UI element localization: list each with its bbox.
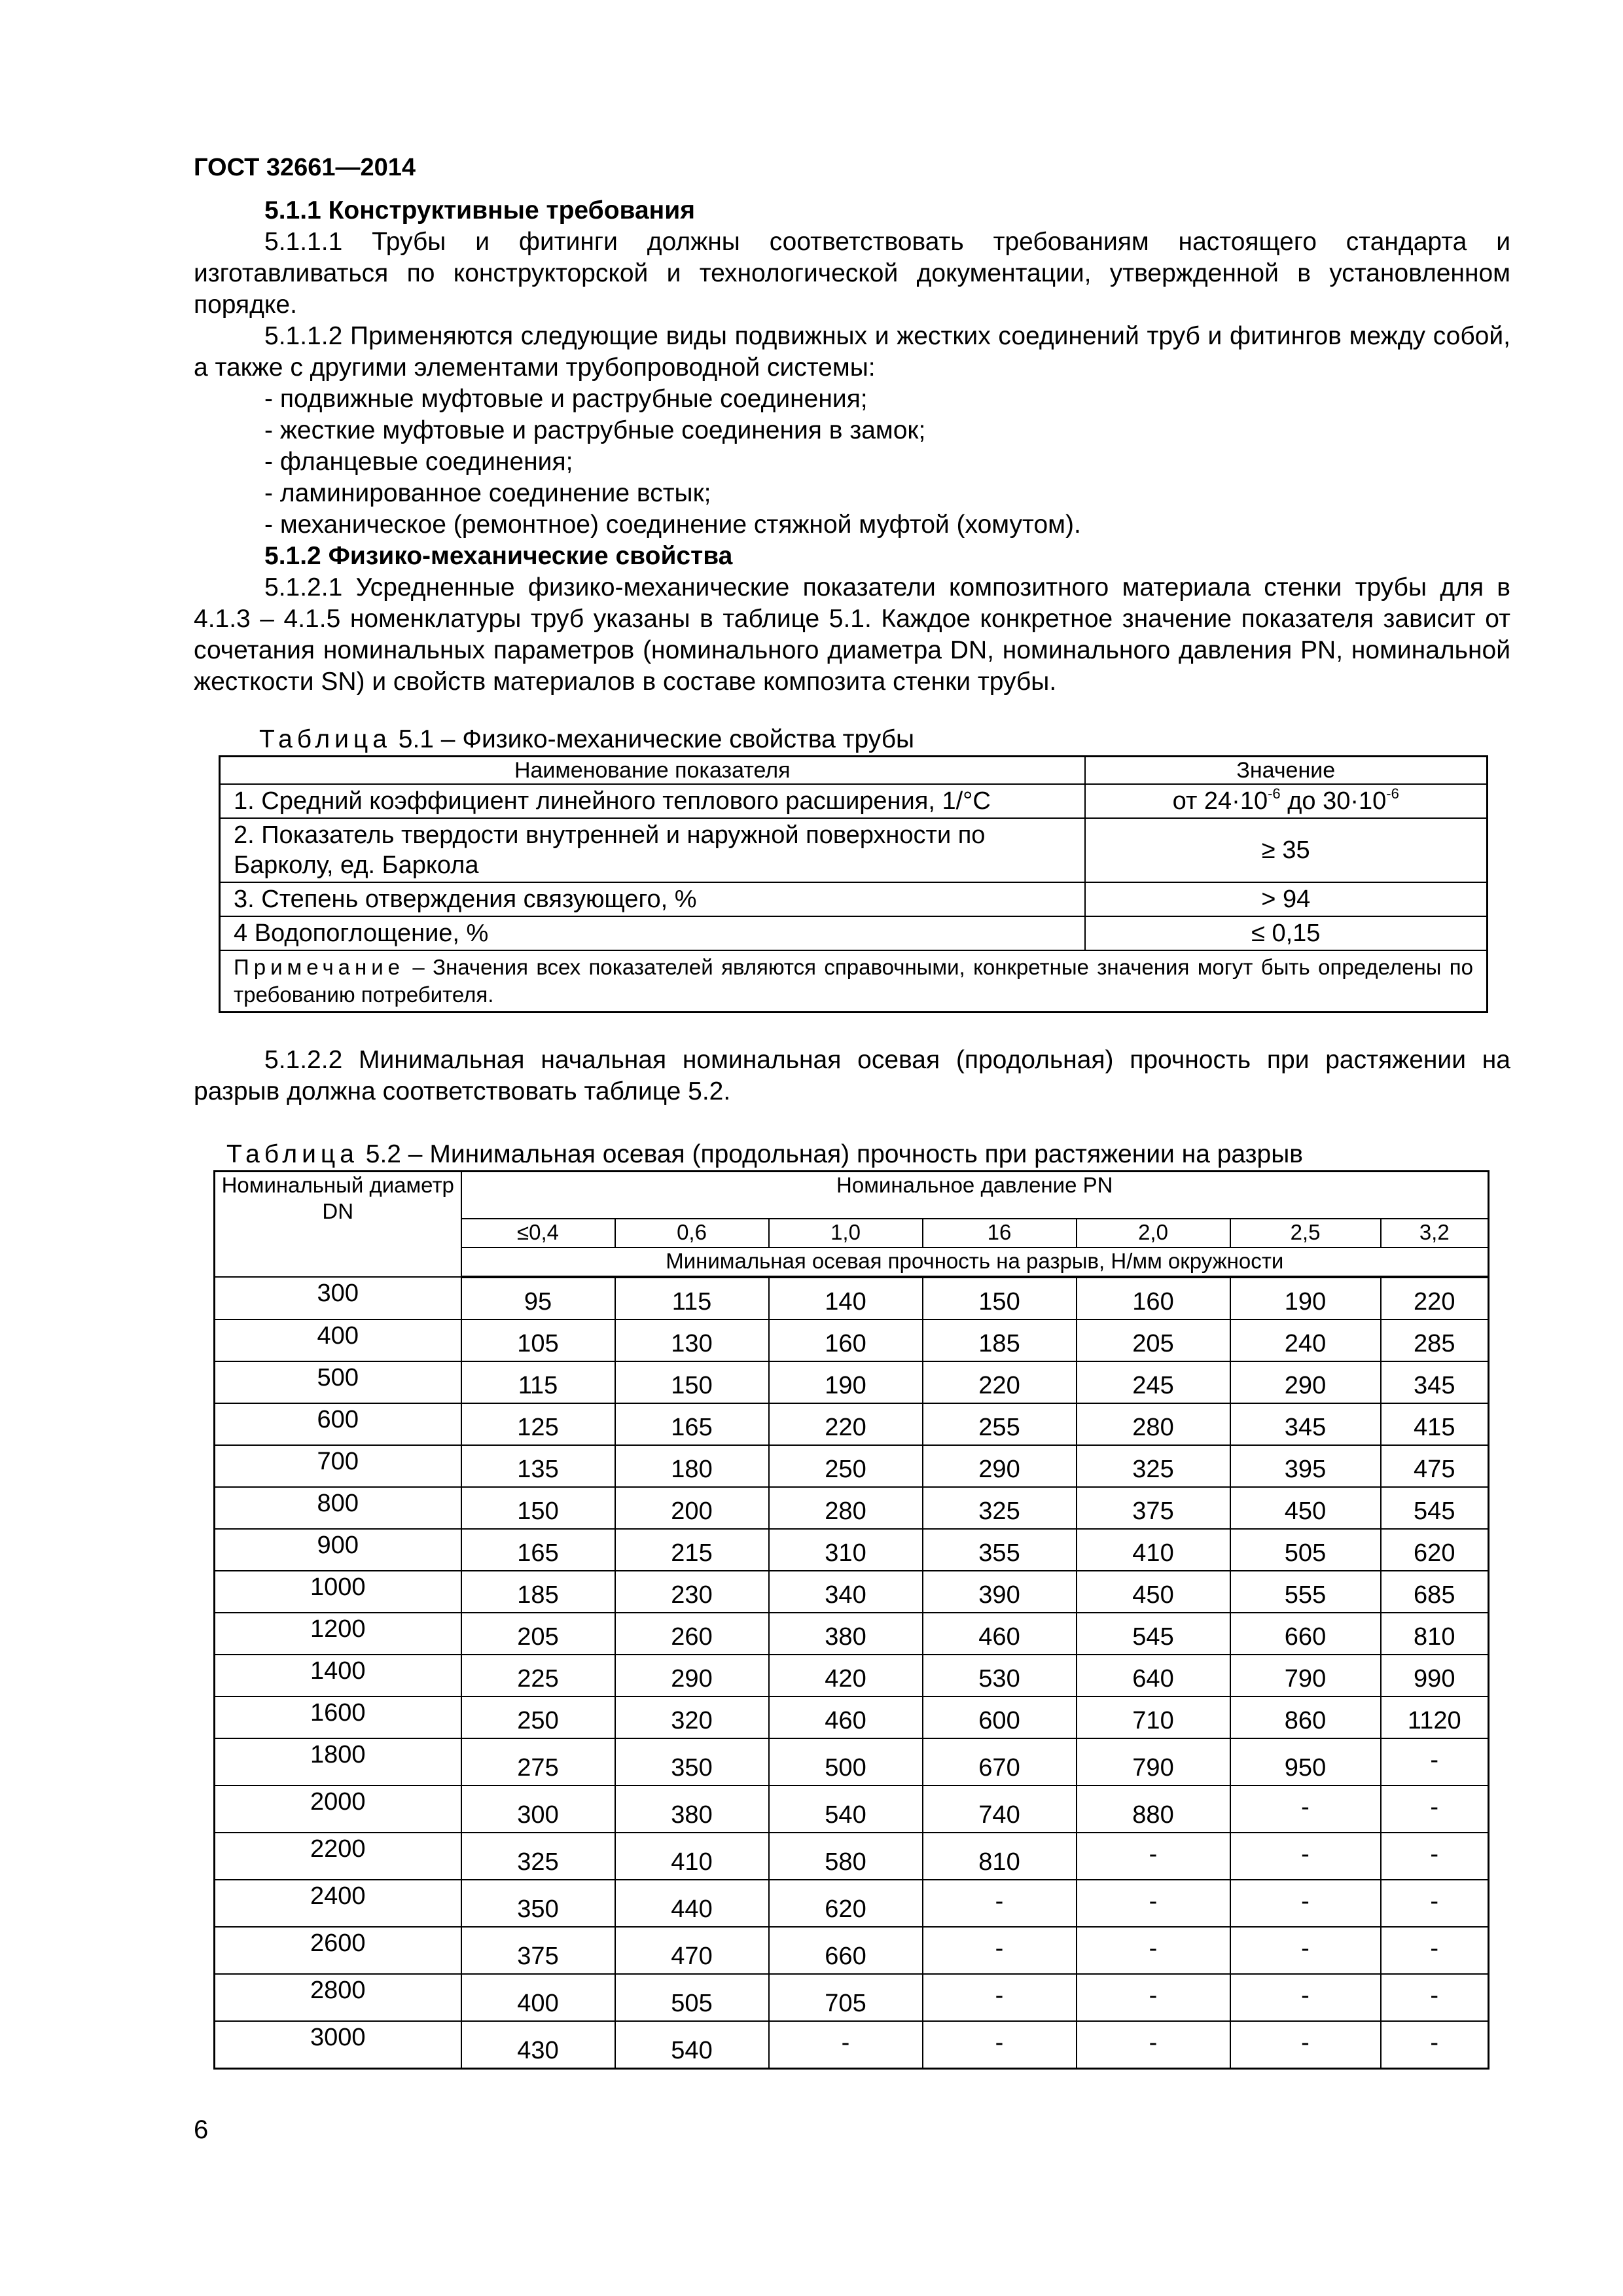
strength-value: 220 xyxy=(923,1361,1077,1403)
note-word: Примечание xyxy=(234,955,405,979)
table-note-row xyxy=(220,950,1488,1013)
table-row xyxy=(215,1785,1489,1833)
strength-value: 140 xyxy=(769,1277,923,1319)
strength-value: 205 xyxy=(1077,1319,1230,1361)
dn-value: 1800 xyxy=(215,1738,461,1785)
strength-value: 505 xyxy=(615,1974,769,2021)
indicator-value: ≤ 0,15 xyxy=(1085,916,1488,950)
dn-value: 2600 xyxy=(215,1927,461,1974)
strength-value: 810 xyxy=(1381,1613,1489,1655)
strength-value: - xyxy=(1230,1833,1381,1880)
strength-value: 115 xyxy=(461,1361,615,1403)
paragraph-5-1-1-2: 5.1.1.2 Применяются следующие виды подвижных и жестких соединений труб и фитингов между собой, а также с другими элементами трубопроводной системы: xyxy=(194,322,1510,382)
dn-value: 900 xyxy=(215,1529,461,1571)
strength-value: - xyxy=(1077,1833,1230,1880)
strength-value: 350 xyxy=(461,1880,615,1927)
table-row xyxy=(215,1738,1489,1785)
strength-value: 320 xyxy=(615,1696,769,1738)
strength-value: 350 xyxy=(615,1738,769,1785)
table-row xyxy=(215,1833,1489,1880)
table-1-caption-word: Таблица xyxy=(259,725,391,753)
strength-value: 410 xyxy=(615,1833,769,1880)
strength-value: 790 xyxy=(1230,1655,1381,1696)
pn-value: 3,2 xyxy=(1381,1219,1489,1247)
strength-value: - xyxy=(1077,1927,1230,1974)
strength-value: 540 xyxy=(615,2021,769,2069)
table-row xyxy=(215,1696,1489,1738)
table-row xyxy=(215,2021,1489,2069)
strength-value: 440 xyxy=(615,1880,769,1927)
strength-value: 150 xyxy=(923,1277,1077,1319)
table-1-caption-text: 5.1 – Физико-механические свойства трубы xyxy=(391,725,915,753)
strength-value: 230 xyxy=(615,1571,769,1613)
strength-value: 115 xyxy=(615,1277,769,1319)
strength-value: 705 xyxy=(769,1974,923,2021)
indicator-value xyxy=(1085,784,1488,818)
strength-value: 620 xyxy=(1381,1529,1489,1571)
strength-value: - xyxy=(1381,1833,1489,1880)
strength-value: - xyxy=(923,2021,1077,2069)
dn-value: 1400 xyxy=(215,1655,461,1696)
table-row xyxy=(215,1529,1489,1571)
indicator-name: 4 Водопоглощение, % xyxy=(220,916,1085,950)
strength-value: 290 xyxy=(615,1655,769,1696)
strength-value: 410 xyxy=(1077,1529,1230,1571)
dn-value: 600 xyxy=(215,1403,461,1445)
indicator-name: 3. Степень отверждения связующего, % xyxy=(220,882,1085,916)
strength-value: 215 xyxy=(615,1529,769,1571)
list-item: - ламинированное соединение встык; xyxy=(264,479,711,507)
strength-value: - xyxy=(1381,2021,1489,2069)
table-row xyxy=(215,1445,1489,1487)
strength-value: 375 xyxy=(461,1927,615,1974)
strength-value: 220 xyxy=(769,1403,923,1445)
strength-value: 275 xyxy=(461,1738,615,1785)
strength-value: 790 xyxy=(1077,1738,1230,1785)
strength-value: 810 xyxy=(923,1833,1077,1880)
table-row xyxy=(215,1613,1489,1655)
table-2-caption-text: 5.2 – Минимальная осевая (продольная) прочность при растяжении на разрыв xyxy=(358,1140,1303,1168)
table-row xyxy=(215,1571,1489,1613)
strength-value: 450 xyxy=(1077,1571,1230,1613)
indicator-name: 2. Показатель твердости внутренней и наружной поверхности по Барколу, ед. Баркола xyxy=(220,818,1085,882)
strength-value: 375 xyxy=(1077,1487,1230,1529)
dn-value: 2800 xyxy=(215,1974,461,2021)
strength-value: - xyxy=(1230,2021,1381,2069)
table-2-caption xyxy=(194,1139,1510,1170)
strength-value: 165 xyxy=(461,1529,615,1571)
strength-value: 250 xyxy=(461,1696,615,1738)
strength-value: 1120 xyxy=(1381,1696,1489,1738)
dn-value: 2400 xyxy=(215,1880,461,1927)
list-item: - подвижные муфтовые и раструбные соединения; xyxy=(264,385,868,413)
strength-value: 505 xyxy=(1230,1529,1381,1571)
paragraph-5-1-2-1: 5.1.2.1 Усредненные физико-механические показатели композитного материала стенки трубы для в 4.1.3 – 4.1.5 номенклатуры труб указаны в таблице 5.1. Каждое конкретное значение показателя зависит от сочетания номинальных параметров (номинального диаметра DN, номинального давления PN, номинальной жесткости SN) и свойств материалов в составе композита стенки трубы. xyxy=(194,573,1510,696)
strength-value: 255 xyxy=(923,1403,1077,1445)
strength-value: - xyxy=(1381,1974,1489,2021)
strength-value: - xyxy=(769,2021,923,2069)
dn-value: 3000 xyxy=(215,2021,461,2069)
strength-value: 280 xyxy=(1077,1403,1230,1445)
table-1-caption xyxy=(194,724,1510,755)
section-title-5-1-1: 5.1.1 Конструктивные требования xyxy=(264,196,695,224)
table-body xyxy=(215,1277,1489,2069)
indicator-value: ≥ 35 xyxy=(1085,818,1488,882)
table-row xyxy=(220,784,1488,818)
strength-value: 540 xyxy=(769,1785,923,1833)
strength-value: 420 xyxy=(769,1655,923,1696)
value-part: до 30·10 xyxy=(1280,787,1387,815)
table-tensile-strength xyxy=(213,1170,1489,2070)
dn-value: 2000 xyxy=(215,1785,461,1833)
table-row xyxy=(215,1403,1489,1445)
strength-value: 380 xyxy=(615,1785,769,1833)
list-item: - механическое (ремонтное) соединение стяжной муфтой (хомутом). xyxy=(264,511,1081,539)
page-number: 6 xyxy=(194,2115,209,2144)
strength-value: 200 xyxy=(615,1487,769,1529)
strength-value: 150 xyxy=(461,1487,615,1529)
pn-value: 1,0 xyxy=(769,1219,923,1247)
value-part: от 24·10 xyxy=(1172,787,1268,815)
strength-value: 250 xyxy=(769,1445,923,1487)
strength-value: - xyxy=(1230,1880,1381,1927)
strength-value: - xyxy=(1381,1785,1489,1833)
strength-value: - xyxy=(1381,1880,1489,1927)
pn-value: ≤0,4 xyxy=(461,1219,615,1247)
strength-value: 345 xyxy=(1230,1403,1381,1445)
strength-value: 660 xyxy=(1230,1613,1381,1655)
table-row xyxy=(220,818,1488,882)
strength-value: 380 xyxy=(769,1613,923,1655)
value-exponent: -6 xyxy=(1268,785,1281,802)
strength-value: 620 xyxy=(769,1880,923,1927)
strength-value: - xyxy=(1230,1927,1381,1974)
pn-value: 2,0 xyxy=(1077,1219,1230,1247)
strength-value: 460 xyxy=(769,1696,923,1738)
strength-value: 135 xyxy=(461,1445,615,1487)
strength-value: 185 xyxy=(923,1319,1077,1361)
indicator-name: 1. Средний коэффициент линейного теплового расширения, 1/°С xyxy=(220,784,1085,818)
strength-value: 95 xyxy=(461,1277,615,1319)
strength-value: 325 xyxy=(1077,1445,1230,1487)
strength-value: 190 xyxy=(1230,1277,1381,1319)
strength-value: 670 xyxy=(923,1738,1077,1785)
strength-value: 105 xyxy=(461,1319,615,1361)
dn-value: 2200 xyxy=(215,1833,461,1880)
document-page xyxy=(194,152,1510,2070)
table-2-caption-word: Таблица xyxy=(226,1140,359,1168)
table-row xyxy=(215,1927,1489,1974)
strength-value: - xyxy=(1077,1974,1230,2021)
strength-value: 160 xyxy=(1077,1277,1230,1319)
section-title-5-1-2: 5.1.2 Физико-механические свойства xyxy=(264,542,733,570)
strength-value: 545 xyxy=(1381,1487,1489,1529)
table-row xyxy=(215,1277,1489,1319)
document-code: ГОСТ 32661—2014 xyxy=(194,154,416,181)
strength-value: 125 xyxy=(461,1403,615,1445)
strength-value: 150 xyxy=(615,1361,769,1403)
dn-value: 400 xyxy=(215,1319,461,1361)
strength-value: 345 xyxy=(1381,1361,1489,1403)
table-physical-properties xyxy=(219,755,1488,1013)
strength-value: 450 xyxy=(1230,1487,1381,1529)
strength-value: 860 xyxy=(1230,1696,1381,1738)
table-row xyxy=(215,1655,1489,1696)
dn-value: 1200 xyxy=(215,1613,461,1655)
strength-value: 190 xyxy=(769,1361,923,1403)
pn-value: 0,6 xyxy=(615,1219,769,1247)
note-text: – Значения всех показателей являются справочными, конкретные значения могут быть определены по требованию потребителя. xyxy=(234,955,1473,1007)
strength-value: 220 xyxy=(1381,1277,1489,1319)
strength-value: 185 xyxy=(461,1571,615,1613)
strength-value: 225 xyxy=(461,1655,615,1696)
table-row xyxy=(215,1319,1489,1361)
strength-value: 880 xyxy=(1077,1785,1230,1833)
dn-value: 300 xyxy=(215,1277,461,1319)
table-row xyxy=(215,1974,1489,2021)
strength-value: 300 xyxy=(461,1785,615,1833)
pn-value: 2,5 xyxy=(1230,1219,1381,1247)
strength-value: 325 xyxy=(923,1487,1077,1529)
strength-value: 290 xyxy=(923,1445,1077,1487)
table-row xyxy=(215,1880,1489,1927)
strength-value: 325 xyxy=(461,1833,615,1880)
strength-value: 990 xyxy=(1381,1655,1489,1696)
strength-value: 205 xyxy=(461,1613,615,1655)
strength-value: 245 xyxy=(1077,1361,1230,1403)
strength-value: 260 xyxy=(615,1613,769,1655)
strength-value: - xyxy=(1230,1974,1381,2021)
strength-value: 580 xyxy=(769,1833,923,1880)
table-row xyxy=(220,882,1488,916)
column-header-strength: Минимальная осевая прочность на разрыв, Н/мм окружности xyxy=(461,1247,1489,1277)
column-header-pn: Номинальное давление PN xyxy=(461,1172,1489,1219)
strength-value: - xyxy=(1077,2021,1230,2069)
column-header-dn: Номинальный диаметр DN xyxy=(215,1172,461,1278)
strength-value: - xyxy=(923,1880,1077,1927)
strength-value: - xyxy=(1077,1880,1230,1927)
strength-value: 355 xyxy=(923,1529,1077,1571)
strength-value: - xyxy=(1230,1785,1381,1833)
dn-value: 1600 xyxy=(215,1696,461,1738)
strength-value: 280 xyxy=(769,1487,923,1529)
strength-value: 530 xyxy=(923,1655,1077,1696)
strength-value: 660 xyxy=(769,1927,923,1974)
strength-value: 290 xyxy=(1230,1361,1381,1403)
strength-value: 310 xyxy=(769,1529,923,1571)
table-row xyxy=(215,1361,1489,1403)
paragraph-5-1-1-1: 5.1.1.1 Трубы и фитинги должны соответствовать требованиям настоящего стандарта и изготавливаться по конструкторской и технологической документации, утвержденной в установленном порядке. xyxy=(194,228,1510,319)
table-row xyxy=(220,916,1488,950)
strength-value: 500 xyxy=(769,1738,923,1785)
strength-value: 600 xyxy=(923,1696,1077,1738)
indicator-value: > 94 xyxy=(1085,882,1488,916)
strength-value: 740 xyxy=(923,1785,1077,1833)
table-header-row xyxy=(215,1172,1489,1219)
paragraph-5-1-2-2: 5.1.2.2 Минимальная начальная номинальная осевая (продольная) прочность при растяжении на разрыв должна соответствовать таблице 5.2. xyxy=(194,1046,1510,1105)
table-head xyxy=(215,1172,1489,1278)
list-item: - фланцевые соединения; xyxy=(264,448,573,476)
strength-value: 430 xyxy=(461,2021,615,2069)
strength-value: 400 xyxy=(461,1974,615,2021)
strength-value: 415 xyxy=(1381,1403,1489,1445)
strength-value: - xyxy=(923,1974,1077,2021)
strength-value: 470 xyxy=(615,1927,769,1974)
column-header-value: Значение xyxy=(1085,757,1488,785)
dn-value: 800 xyxy=(215,1487,461,1529)
strength-value: - xyxy=(1381,1738,1489,1785)
strength-value: 640 xyxy=(1077,1655,1230,1696)
strength-value: 685 xyxy=(1381,1571,1489,1613)
strength-value: 340 xyxy=(769,1571,923,1613)
strength-value: 950 xyxy=(1230,1738,1381,1785)
table-row xyxy=(215,1487,1489,1529)
strength-value: 710 xyxy=(1077,1696,1230,1738)
value-exponent: -6 xyxy=(1386,785,1399,802)
dn-value: 500 xyxy=(215,1361,461,1403)
strength-value: 395 xyxy=(1230,1445,1381,1487)
strength-value: 160 xyxy=(769,1319,923,1361)
strength-value: 555 xyxy=(1230,1571,1381,1613)
strength-value: 475 xyxy=(1381,1445,1489,1487)
strength-value: 165 xyxy=(615,1403,769,1445)
pn-value: 16 xyxy=(923,1219,1077,1247)
strength-value: 460 xyxy=(923,1613,1077,1655)
strength-value: 130 xyxy=(615,1319,769,1361)
strength-value: - xyxy=(1381,1927,1489,1974)
strength-value: 545 xyxy=(1077,1613,1230,1655)
table-header-row xyxy=(220,757,1488,785)
table-note xyxy=(220,950,1488,1013)
strength-value: 285 xyxy=(1381,1319,1489,1361)
column-header-indicator: Наименование показателя xyxy=(220,757,1085,785)
strength-value: 180 xyxy=(615,1445,769,1487)
dn-value: 700 xyxy=(215,1445,461,1487)
dn-value: 1000 xyxy=(215,1571,461,1613)
strength-value: - xyxy=(923,1927,1077,1974)
strength-value: 240 xyxy=(1230,1319,1381,1361)
strength-value: 390 xyxy=(923,1571,1077,1613)
list-item: - жесткие муфтовые и раструбные соединения в замок; xyxy=(264,416,926,444)
